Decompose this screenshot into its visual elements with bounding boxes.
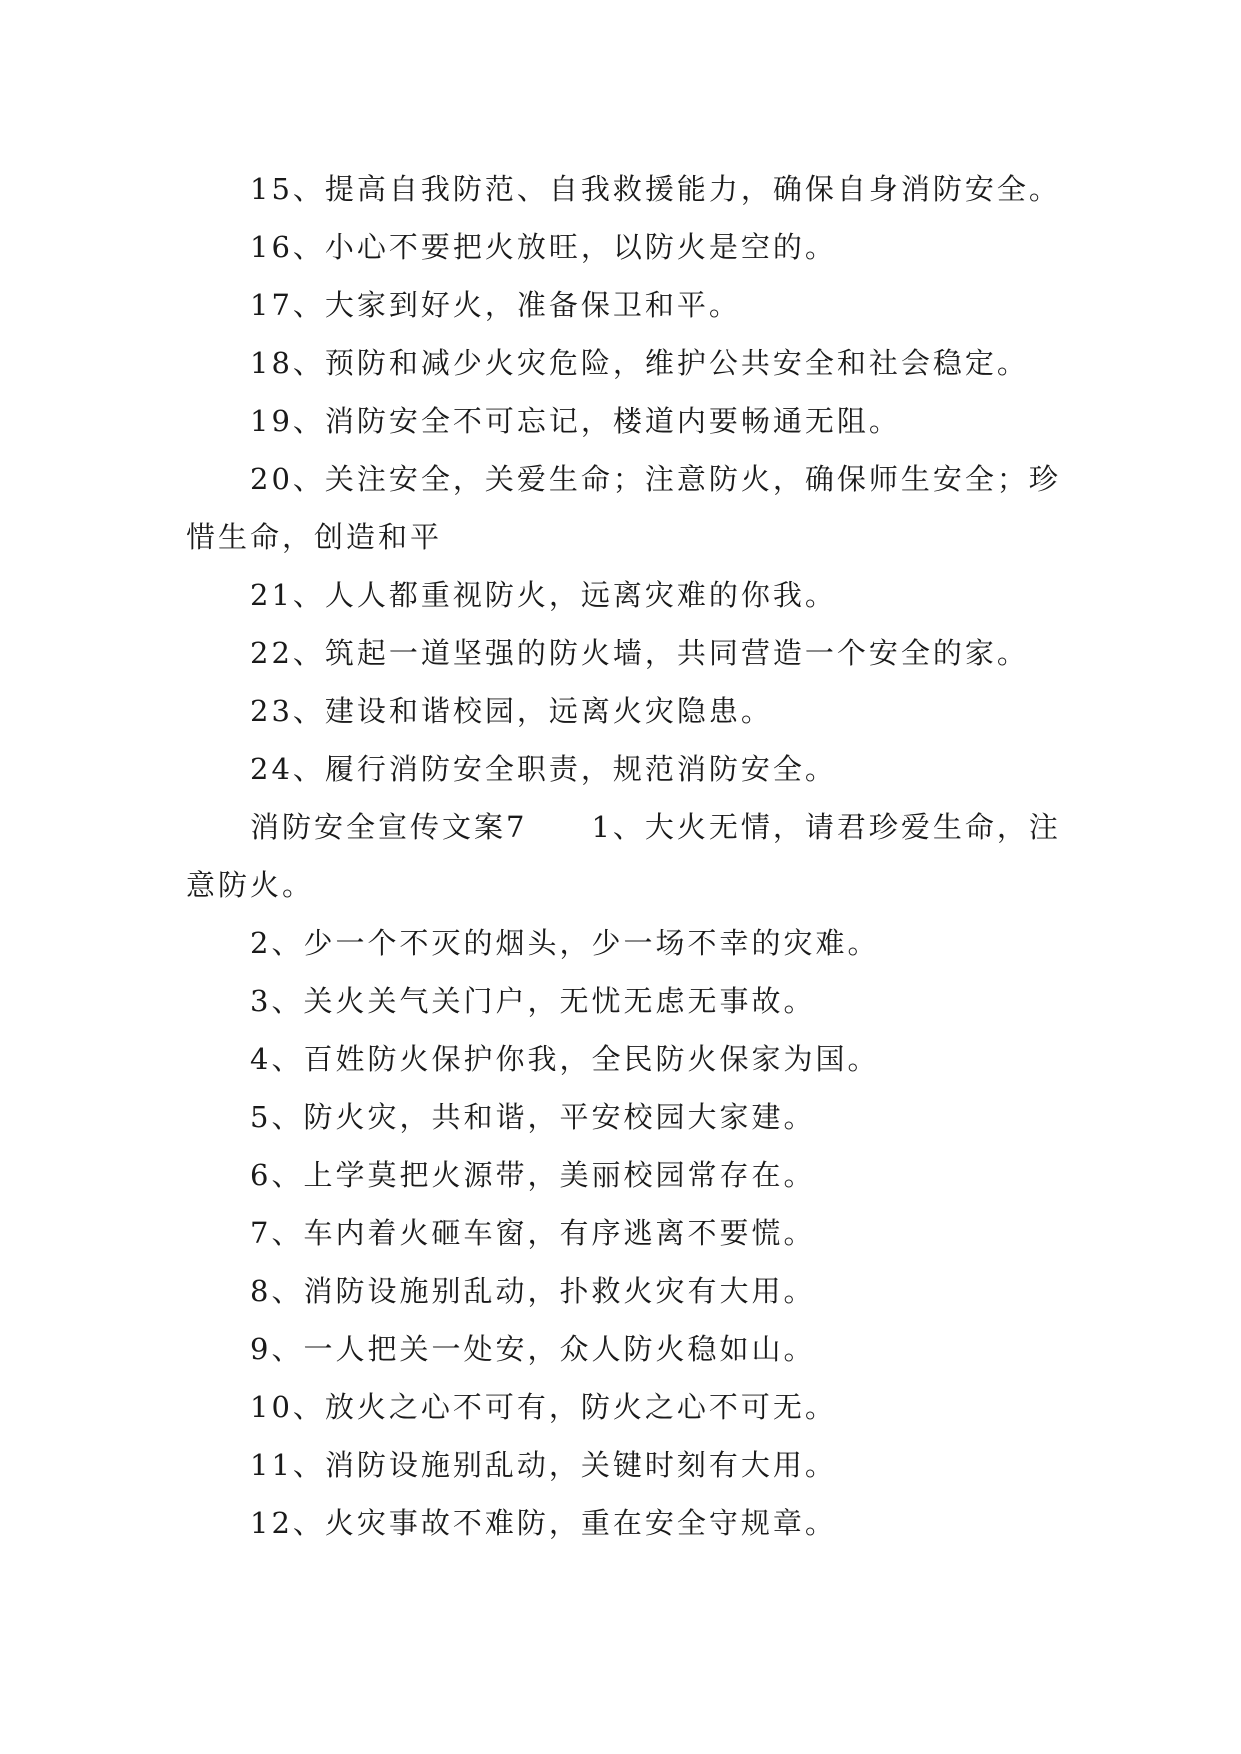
paragraph-6: 6、上学莫把火源带，美丽校园常存在。 bbox=[250, 1158, 816, 1192]
paragraph-19: 19、消防安全不可忘记，楼道内要畅通无阻。 bbox=[250, 404, 901, 438]
paragraph-8: 8、消防设施别乱动，扑救火灾有大用。 bbox=[250, 1274, 816, 1308]
paragraph-7: 7、车内着火砸车窗，有序逃离不要慌。 bbox=[250, 1216, 816, 1250]
paragraph-11: 11、消防设施别乱动，关键时刻有大用。 bbox=[250, 1448, 837, 1482]
document-body bbox=[186, 160, 1076, 1552]
paragraph-15: 15、提高自我防范、自我救援能力，确保自身消防安全。 bbox=[250, 172, 1061, 206]
paragraph-17: 17、大家到好火，准备保卫和平。 bbox=[250, 288, 741, 322]
paragraph-5: 5、防火灾，共和谐，平安校园大家建。 bbox=[250, 1100, 816, 1134]
paragraph-12: 12、火灾事故不难防，重在安全守规章。 bbox=[250, 1506, 837, 1540]
paragraph-9: 9、一人把关一处安，众人防火稳如山。 bbox=[250, 1332, 816, 1366]
paragraph-4: 4、百姓防火保护你我，全民防火保家为国。 bbox=[250, 1042, 880, 1076]
paragraph-18: 18、预防和减少火灾危险，维护公共安全和社会稳定。 bbox=[250, 346, 1029, 380]
paragraph-23: 23、建设和谐校园，远离火灾隐患。 bbox=[250, 694, 773, 728]
paragraph-2: 2、少一个不灭的烟头，少一场不幸的灾难。 bbox=[250, 926, 880, 960]
section-heading-7: 消防安全宣传文案7 1、大火无情，请君珍爱生命，注意防火。 bbox=[186, 810, 1061, 902]
paragraph-21: 21、人人都重视防火，远离灾难的你我。 bbox=[250, 578, 837, 612]
paragraph-24: 24、履行消防安全职责，规范消防安全。 bbox=[250, 752, 837, 786]
paragraph-20: 20、关注安全，关爱生命；注意防火，确保师生安全；珍惜生命，创造和平 bbox=[186, 462, 1061, 554]
paragraph-10: 10、放火之心不可有，防火之心不可无。 bbox=[250, 1390, 837, 1424]
paragraph-3: 3、关火关气关门户，无忧无虑无事故。 bbox=[250, 984, 816, 1018]
paragraph-22: 22、筑起一道坚强的防火墙，共同营造一个安全的家。 bbox=[250, 636, 1029, 670]
paragraph-16: 16、小心不要把火放旺，以防火是空的。 bbox=[250, 230, 837, 264]
